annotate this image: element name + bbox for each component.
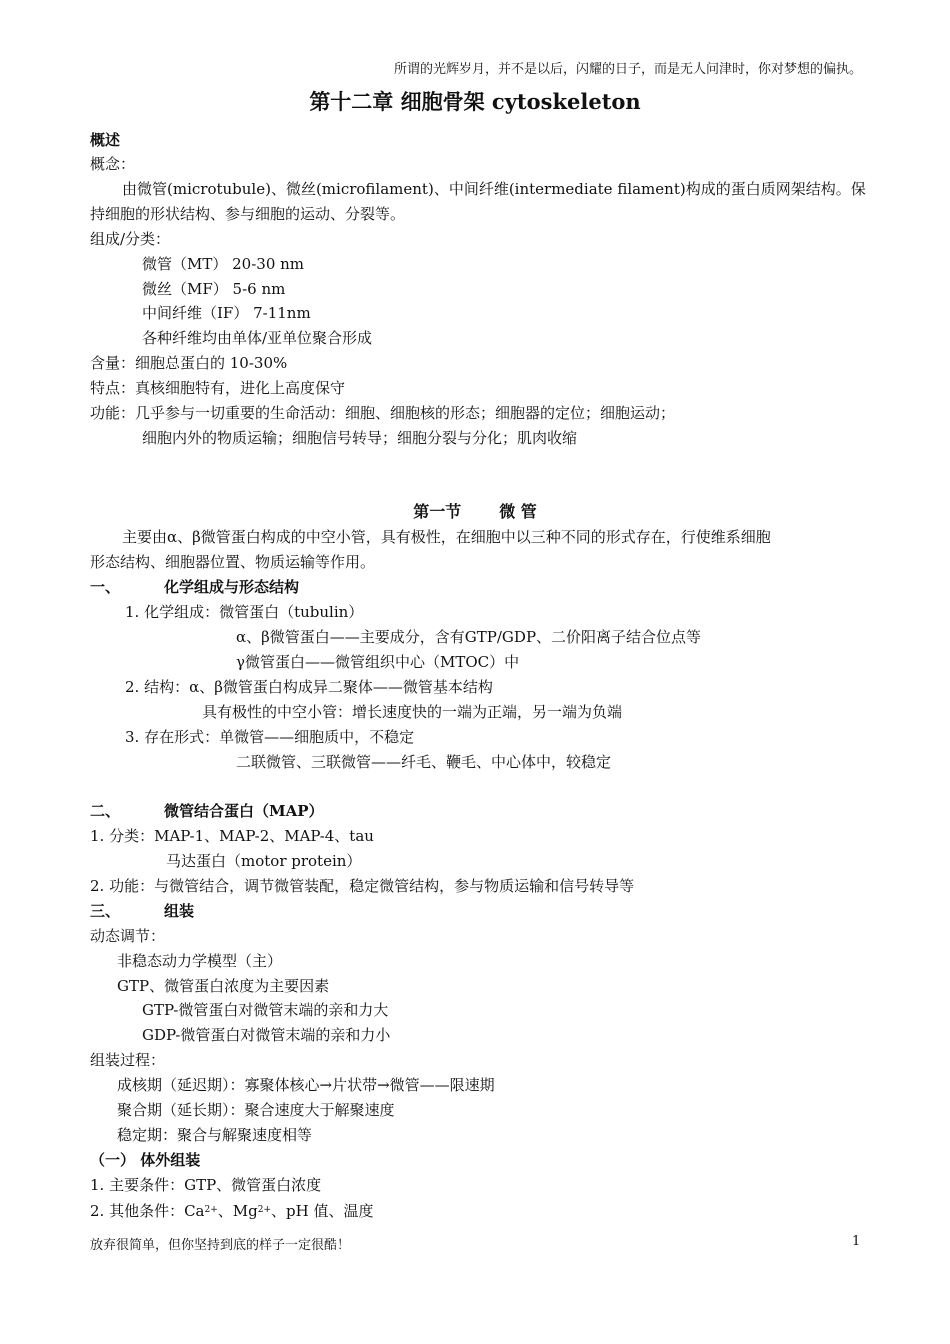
- part3-number: 三、: [90, 902, 121, 920]
- function-line-1: 功能：几乎参与一切重要的生命活动：细胞、细胞核的形态；细胞器的定位；细胞运动；: [90, 404, 676, 422]
- content-line: 含量：细胞总蛋白的 10-30%: [90, 354, 288, 372]
- other-conditions-text-a: 2. 其他条件：Ca: [90, 1202, 205, 1220]
- section-intro-1: 主要由α、β微管蛋白构成的中空小管，具有极性，在细胞中以三种不同的形式存在，行使维系细胞: [122, 528, 771, 546]
- part1-heading: [90, 577, 299, 597]
- part2-item-1a: 马达蛋白（motor protein）: [166, 852, 362, 870]
- chapter-title: 第十二章 细胞骨架 cytoskeleton: [309, 89, 641, 114]
- mg-charge: 2+: [257, 1205, 272, 1215]
- section-number: 第一节: [413, 502, 462, 521]
- part1-number: 一、: [90, 578, 121, 596]
- in-vitro-assembly-heading: （一） 体外组装: [90, 1151, 201, 1169]
- part2-number: 二、: [90, 802, 121, 820]
- class-item-mf: 微丝（MF） 5-6 nm: [142, 280, 286, 298]
- section-heading: [0, 499, 950, 522]
- part1-item-2a: 具有极性的中空小管：增长速度快的一端为正端，另一端为负端: [202, 703, 623, 721]
- steady-phase: 稳定期：聚合与解聚速度相等: [117, 1126, 313, 1144]
- concept-label: 概念：: [90, 155, 136, 173]
- part2-item-2: 2. 功能：与微管结合，调节微管装配，稳定微管结构，参与物质运输和信号转导等: [90, 877, 635, 895]
- other-conditions: [90, 1200, 374, 1221]
- section-intro-2: 形态结构、细胞器位置、物质运输等作用。: [90, 553, 376, 571]
- classification-label: 组成/分类：: [90, 230, 171, 248]
- part2-heading: [90, 801, 324, 821]
- part3-title: 组装: [164, 902, 195, 920]
- gtp-affinity: GTP-微管蛋白对微管末端的亲和力大: [142, 1001, 389, 1019]
- gdp-affinity: GDP-微管蛋白对微管末端的亲和力小: [142, 1026, 391, 1044]
- ca-charge: 2+: [204, 1205, 218, 1215]
- concept-line-1: 由微管(microtubule)、微丝(microfilament)、中间纤维(intermediate filament)构成的蛋白质网架结构。保: [122, 180, 866, 198]
- part1-item-3: 3. 存在形式：单微管——细胞质中，不稳定: [125, 728, 415, 746]
- part1-title: 化学组成与形态结构: [164, 578, 300, 596]
- part1-item-1b: γ微管蛋白——微管组织中心（MTOC）中: [236, 653, 520, 671]
- part3-heading: [90, 901, 194, 921]
- section-title: 微 管: [499, 502, 537, 521]
- other-conditions-text-c: 、pH 值、温度: [271, 1202, 374, 1220]
- concept-line-2: 持细胞的形状结构、参与细胞的运动、分裂等。: [90, 205, 406, 223]
- dynamic-regulation-label: 动态调节：: [90, 927, 166, 945]
- part1-item-1a: α、β微管蛋白——主要成分，含有GTP/GDP、二价阳离子结合位点等: [236, 628, 702, 646]
- class-item-mt: 微管（MT） 20-30 nm: [142, 255, 305, 273]
- elongation-phase: 聚合期（延长期）：聚合速度大于解聚速度: [117, 1101, 395, 1119]
- part2-title: 微管结合蛋白（MAP）: [164, 802, 324, 820]
- part1-item-2: 2. 结构：α、β微管蛋白构成异二聚体——微管基本结构: [125, 678, 493, 696]
- page-footer-quote: 放弃很简单，但你坚持到底的样子一定很酷！: [90, 1238, 351, 1253]
- part1-item-1: 1. 化学组成：微管蛋白（tubulin）: [125, 603, 364, 621]
- main-conditions: 1. 主要条件：GTP、微管蛋白浓度: [90, 1176, 322, 1194]
- nonsteady-model: 非稳态动力学模型（主）: [117, 952, 283, 970]
- feature-line: 特点：真核细胞特有，进化上高度保守: [90, 379, 346, 397]
- part2-item-1: 1. 分类：MAP-1、MAP-2、MAP-4、tau: [90, 827, 374, 845]
- page-number: 1: [852, 1234, 861, 1249]
- other-conditions-text-b: 、Mg: [217, 1202, 258, 1220]
- part1-item-3a: 二联微管、三联微管——纤毛、鞭毛、中心体中，较稳定: [236, 753, 612, 771]
- nucleation-phase: 成核期（延迟期）：寡聚体核心→片状带→微管——限速期: [117, 1076, 495, 1094]
- function-line-2: 细胞内外的物质运输；细胞信号转导；细胞分裂与分化；肌肉收缩: [142, 429, 578, 447]
- overview-heading: 概述: [90, 131, 121, 149]
- class-item-if: 中间纤维（IF） 7-11nm: [142, 304, 311, 322]
- assembly-process-label: 组装过程：: [90, 1051, 166, 1069]
- gtp-factor: GTP、微管蛋白浓度为主要因素: [117, 977, 330, 995]
- page-header-quote: 所谓的光辉岁月，并不是以后，闪耀的日子，而是无人问津时，你对梦想的偏执。: [393, 62, 862, 77]
- class-item-note: 各种纤维均由单体/亚单位聚合形成: [142, 329, 373, 347]
